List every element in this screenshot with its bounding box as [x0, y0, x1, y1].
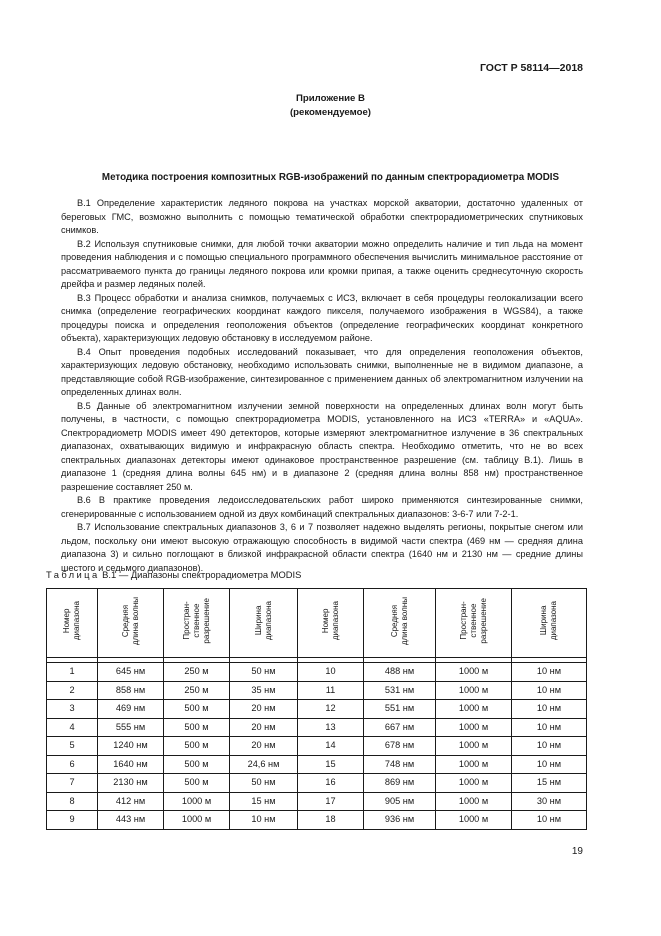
table-cell: 20 нм — [230, 718, 298, 737]
header-cell: Ширина диапазона — [512, 589, 587, 658]
table-row — [47, 737, 587, 756]
table-row — [47, 755, 587, 774]
paragraph-b3: В.3 Процесс обработки и анализа снимков, получаемых с ИСЗ, включает в себя процедуры геолокализации всего снимка (определение географических координат каждого пикселя, получаемого изображения в WGS84), а также процедуры поиска и определения геоположения объектов (определение географических координат конкретного объекта), характеризующих ледовую обстановку в исследуемом районе. — [61, 292, 583, 343]
table-cell: 10 нм — [512, 700, 587, 719]
table-cell: 10 нм — [512, 718, 587, 737]
paragraph-b4: В.4 Опыт проведения подобных исследований показывает, что для определения геоположения объектов, характеризующих ледовую обстановку, необходимо использовать снимки, выполненные не в видимом диапазоне, а представляющие собой RGB-изображение, синтезированное с применением данных об электромагнитном излучении на определенных длинах волн. — [61, 346, 583, 397]
table-cell: 1000 м — [436, 663, 512, 682]
table-cell: 858 нм — [98, 681, 164, 700]
table-cell: 20 нм — [230, 737, 298, 756]
table-row — [47, 663, 587, 682]
table-cell: 2 — [47, 681, 98, 700]
table-cell: 5 — [47, 737, 98, 756]
header-cell: Номер диапазона — [47, 589, 98, 658]
table-cell: 500 м — [164, 774, 230, 793]
table-cell: 905 нм — [364, 792, 436, 811]
appendix-status: (рекомендуемое) — [289, 107, 371, 118]
table-cell: 3 — [47, 700, 98, 719]
table-cell: 500 м — [164, 718, 230, 737]
table-cell: 18 — [298, 811, 364, 830]
table-cell: 869 нм — [364, 774, 436, 793]
table-cell: 555 нм — [98, 718, 164, 737]
table-cell: 15 нм — [512, 774, 587, 793]
table-caption — [46, 568, 301, 582]
table-cell: 1000 м — [436, 774, 512, 793]
table-cell: 24,6 нм — [230, 755, 298, 774]
table-cell: 1000 м — [436, 811, 512, 830]
table-caption-word: Таблица — [46, 569, 100, 580]
table-cell: 20 нм — [230, 700, 298, 719]
table-row — [47, 718, 587, 737]
table-cell: 6 — [47, 755, 98, 774]
table-cell: 443 нм — [98, 811, 164, 830]
table-cell: 12 — [298, 700, 364, 719]
table-cell: 1640 нм — [98, 755, 164, 774]
table-cell: 10 — [298, 663, 364, 682]
table-cell: 667 нм — [364, 718, 436, 737]
table-cell: 1000 м — [164, 792, 230, 811]
table-cell: 748 нм — [364, 755, 436, 774]
table-cell: 50 нм — [230, 663, 298, 682]
table-cell: 4 — [47, 718, 98, 737]
table-cell: 10 нм — [512, 737, 587, 756]
table-header-row — [47, 589, 587, 658]
table-cell: 10 нм — [512, 755, 587, 774]
table-row — [47, 792, 587, 811]
table-cell: 500 м — [164, 700, 230, 719]
standard-number: ГОСТ Р 58114—2018 — [479, 62, 583, 74]
table-cell: 500 м — [164, 737, 230, 756]
paragraph-b5: В.5 Данные об электромагнитном излучении земной поверхности на определенных длинах волн могут быть получены, в частности, с помощью спектрорадиометра MODIS, установленного на ИСЗ «TERRA» и «AQUA». Спектрорадиометр MODIS имеет 490 детекторов, которые измеряют электромагнитное излучение в 36 спектральных диапазонах, охватывающих видимую и инфракрасную область спектра. Необходимо отметить, что не во всех спектральных диапазонах детекторы имеют одинаковое пространственное разрешение (см. таблицу В.1). Лишь в диапазоне 1 (средняя длина волны 645 нм) и в диапазоне 2 (средняя длина волны 858 нм) пространственное разрешение составляет 250 м. — [61, 400, 583, 492]
section-title: Методика построения композитных RGB-изображений по данным спектрорадиометра MODIS — [101, 172, 560, 183]
body-text — [61, 197, 583, 575]
table-row — [47, 681, 587, 700]
header-cell: Ширина диапазона — [230, 589, 298, 658]
table-cell: 7 — [47, 774, 98, 793]
header-cell: Номер диапазона — [298, 589, 364, 658]
table-cell: 1000 м — [164, 811, 230, 830]
table-cell: 1000 м — [436, 792, 512, 811]
table-row — [47, 811, 587, 830]
paragraph-b7: В.7 Использование спектральных диапазонов 3, 6 и 7 позволяет надежно выделять регионы, покрытые снегом или льдом, поскольку они имеют высокую отражающую способность в видимой части спектра (469 нм — средняя длина диапазона 3) и сильно поглощают в близкой инфракрасной области спектра (1640 нм и 2130 нм — средние длины шестого и седьмого диапазонов). — [61, 522, 583, 573]
header-cell: Средняя длина волны — [98, 589, 164, 658]
table-cell: 9 — [47, 811, 98, 830]
table-cell: 11 — [298, 681, 364, 700]
table-cell: 15 нм — [230, 792, 298, 811]
table-cell: 531 нм — [364, 681, 436, 700]
table-caption-text: В.1 — Диапазоны спектрорадиометра MODIS — [102, 569, 302, 580]
table-cell: 1000 м — [436, 681, 512, 700]
header-cell: Средняя длина волны — [364, 589, 436, 658]
table-cell: 469 нм — [98, 700, 164, 719]
table-cell: 412 нм — [98, 792, 164, 811]
table-cell: 10 нм — [512, 663, 587, 682]
table-row — [47, 700, 587, 719]
table-cell: 30 нм — [512, 792, 587, 811]
table-cell: 10 нм — [512, 681, 587, 700]
table-cell: 8 — [47, 792, 98, 811]
table-cell: 10 нм — [512, 811, 587, 830]
table-cell: 1000 м — [436, 737, 512, 756]
table-row — [47, 774, 587, 793]
table-cell: 50 нм — [230, 774, 298, 793]
table-cell: 500 м — [164, 755, 230, 774]
table-cell: 35 нм — [230, 681, 298, 700]
table-cell: 936 нм — [364, 811, 436, 830]
table-cell: 16 — [298, 774, 364, 793]
table-cell: 678 нм — [364, 737, 436, 756]
paragraph-b1: В.1 Определение характеристик ледяного покрова на участках морской акватории, достаточно удаленных от береговых ГМС, возможно выполнить с помощью тематической обработки спектрорадиометрических спутниковых снимков. — [61, 198, 583, 235]
table-cell: 1240 нм — [98, 737, 164, 756]
table-cell: 250 м — [164, 681, 230, 700]
table-cell: 15 — [298, 755, 364, 774]
table-cell: 2130 нм — [98, 774, 164, 793]
page-number: 19 — [571, 846, 583, 857]
header-cell: Простран- ственное разрешение — [164, 589, 230, 658]
table-cell: 1000 м — [436, 700, 512, 719]
table-cell: 645 нм — [98, 663, 164, 682]
paragraph-b6: В.6 В практике проведения ледоисследовательских работ широко применяются синтезированные снимки, сгенерированные с использованием одной из двух комбинаций спектральных диапазонов: 3-6-7 или 7-2-1. — [61, 495, 583, 519]
table-cell: 13 — [298, 718, 364, 737]
table-cell: 14 — [298, 737, 364, 756]
header-cell: Простран- ственное разрешение — [436, 589, 512, 658]
table-cell: 10 нм — [230, 811, 298, 830]
table-cell: 1000 м — [436, 755, 512, 774]
table-cell: 488 нм — [364, 663, 436, 682]
table-cell: 250 м — [164, 663, 230, 682]
table-cell: 551 нм — [364, 700, 436, 719]
table-cell: 1000 м — [436, 718, 512, 737]
table-cell: 17 — [298, 792, 364, 811]
paragraph-b2: В.2 Используя спутниковые снимки, для любой точки акватории можно определить наличие и тип льда на момент проведения наблюдения и с помощью специального программного обеспечения вычислить минимальное расстояние от рассматриваемого пункта до границы ледяного покрова или кромки припая, а также оценить среднесуточную скорость дрейфа и размер ледяных полей. — [61, 238, 583, 289]
appendix-title: Приложение В — [296, 93, 365, 104]
modis-bands-table — [46, 588, 587, 830]
table-cell: 1 — [47, 663, 98, 682]
appendix-heading — [0, 92, 661, 120]
